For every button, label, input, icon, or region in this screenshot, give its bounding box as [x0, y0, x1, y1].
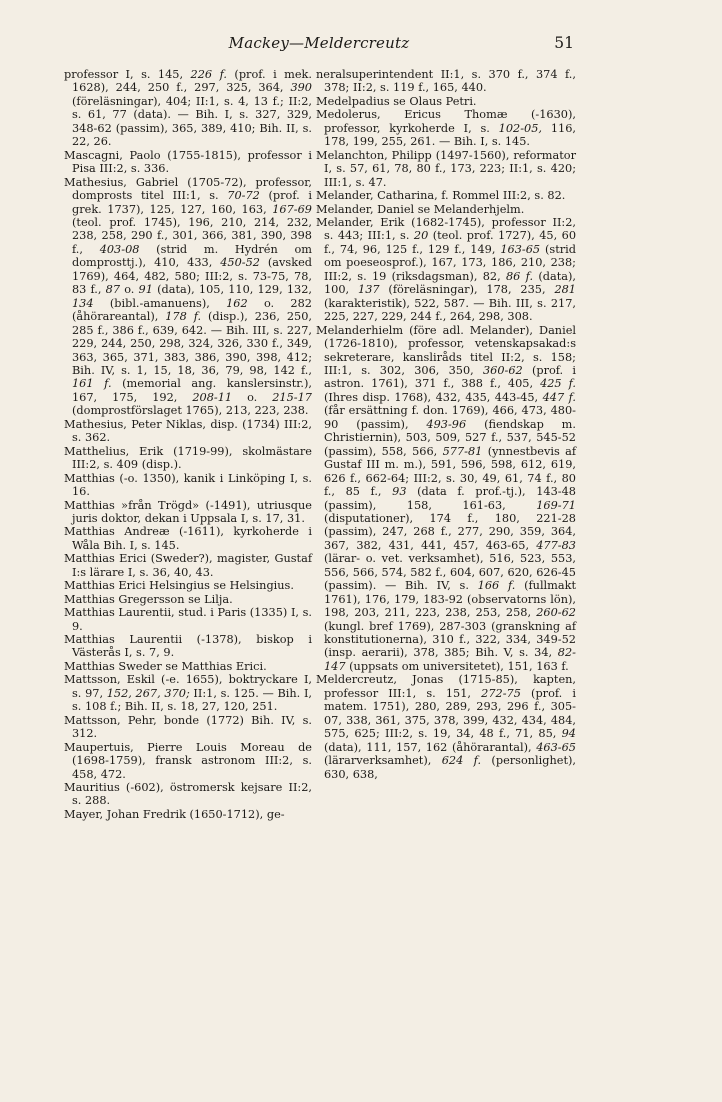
- entry-text-italic: 477-83: [536, 538, 576, 552]
- entry-text: Matthias (-o. 1350), kanik i Linköping I, s. 16.: [64, 471, 312, 499]
- entry-text-italic: 167-69: [272, 202, 312, 216]
- index-entry: [64, 176, 312, 418]
- entry-text: (memorial ang. kanslersinstr.), 167, 175, 192,: [72, 377, 312, 404]
- entry-text: (prof. i matem. 1751), 280, 289, 293, 296 f., 305-07, 338, 361, 375, 378, 399, 432, 434, 484, 575, 625; III:2, s. 19, 34, 48 f., 71, 85,: [324, 686, 576, 741]
- entry-text: Melander, Erik (1682-1745), professor II:2, s. 443; III:1, s.: [316, 215, 576, 243]
- entry-text: (data), 105, 110, 129, 132,: [152, 283, 312, 297]
- index-columns: [64, 68, 576, 1068]
- entry-text: (fullmakt 1761), 176, 179, 183-92 (observatorns lön), 198, 203, 211, 223, 238, 253, 258,: [324, 579, 577, 620]
- entry-text-italic: 93: [392, 485, 407, 499]
- entry-text: (disp.), 236, 250, 285 f., 386 f., 639, 642. — Bih. III, s. 227, 229, 244, 250, 298, 324, 326, 330 f., 349, 363, 365, 371, 383, 386, 390, 398, 412; Bih. IV, s. 1, 15, 18, 36, 79, 98, 142 f.,: [72, 310, 312, 377]
- index-entry: [64, 149, 312, 176]
- entry-text: (data), 100,: [324, 269, 576, 297]
- index-entry: [64, 714, 312, 741]
- entry-text: Mathesius, Gabriel (1705-72), professor, domprosts titel III:1, s.: [64, 175, 312, 203]
- index-entry: [64, 552, 312, 579]
- entry-text: Matthias »från Trögd» (-1491), utriusque juris doktor, dekan i Uppsala I, s. 17, 31.: [64, 498, 312, 525]
- entry-text: (föreläsningar), 404; II:1, s. 4, 13 f.; II:2, s. 61, 77 (data). — Bih. I, s. 327, 329, 348-62 (passim), 365, 389, 410; Bih. II, s. 22, 26.: [72, 94, 312, 149]
- index-entry: [64, 68, 312, 149]
- index-entry: [64, 472, 312, 499]
- entry-text: (Ihres disp. 1768), 432, 435, 443-45,: [324, 390, 543, 404]
- entry-text: Mathesius, Peter Niklas, disp. (1734) III:2, s. 362.: [64, 417, 312, 445]
- entry-text-italic: 447 f.: [542, 390, 576, 404]
- index-entry: [316, 324, 576, 674]
- entry-text: (prof. i grek. 1737), 125, 127, 160, 163,: [72, 189, 312, 216]
- entry-text-italic: 425 f.: [540, 377, 576, 391]
- entry-text: (fiendskap m. Christiernin), 503, 509, 527 f., 537, 545-52 (passim), 558, 566,: [324, 417, 576, 458]
- entry-text: Mattsson, Eskil (-e. 1655), boktryckare I, s. 97,: [64, 673, 312, 700]
- entry-text-italic: 450-52: [220, 256, 260, 270]
- entry-text: Matthias Laurentii (-1378), biskop i Västerås I, s. 7, 9.: [64, 633, 312, 660]
- entry-text: o.: [232, 390, 273, 404]
- entry-text-italic: 87: [105, 283, 121, 297]
- entry-text-italic: 102-05,: [498, 121, 543, 135]
- index-entry: [64, 781, 312, 808]
- entry-text: (uppsats om universitetet), 151, 163 f.: [345, 659, 569, 673]
- entry-text: Matthias Erici (Sweder?), magister, Gustaf I:s lärare I, s. 36, 40, 43.: [64, 552, 312, 579]
- entry-text: (domprostförslaget 1765), 213, 223, 238.: [72, 404, 309, 418]
- index-entry: [64, 633, 312, 660]
- index-entry: [64, 445, 312, 472]
- entry-text: o.: [120, 283, 139, 297]
- index-entry: [316, 95, 576, 108]
- entry-text-italic: 162: [226, 296, 248, 310]
- index-entry: [64, 593, 312, 606]
- entry-text: (får ersättning f. don. 1769), 466, 473, 480-90 (passim),: [324, 404, 576, 431]
- entry-text-italic: 152, 267, 370;: [106, 686, 190, 700]
- entry-text-italic: 463-65: [536, 740, 576, 754]
- entry-text: (lärarverksamhet),: [324, 754, 442, 768]
- entry-text: Mauritius (-602), östromersk kejsare II:2, s. 288.: [64, 781, 312, 808]
- entry-text: (teol. prof. 1745), 196, 210, 214, 232, 238, 258, 290 f., 301, 366, 381, 390, 398 f.,: [72, 215, 312, 256]
- index-entry: [316, 216, 576, 324]
- entry-text: (strid m. Hydrén om domprosttj.), 410, 433,: [72, 242, 312, 270]
- entry-text: (lärar- o. vet. verksamhet), 516, 523, 553, 556, 566, 574, 582 f., 604, 607, 620, 626-45 (passim). — Bih. IV, s.: [324, 552, 576, 593]
- entry-text: Melander, Daniel se Melanderhjelm.: [316, 202, 525, 216]
- entry-text-italic: 403-08: [99, 242, 140, 256]
- entry-text-italic: 82-147: [324, 646, 576, 673]
- index-entry: [316, 108, 576, 148]
- entry-text-italic: 94: [561, 727, 576, 741]
- entry-text: Medelpadius se Olaus Petri.: [316, 94, 477, 108]
- entry-text: II:1, s. 125. — Bih. I, s. 108 f.; Bih. II, s. 18, 27, 120, 251.: [72, 686, 312, 714]
- entry-text-italic: 137: [358, 283, 380, 297]
- entry-text-italic: 624 f.: [441, 754, 482, 768]
- page-header: [64, 34, 574, 56]
- entry-text-italic: 20: [413, 229, 429, 243]
- entry-text: Medolerus, Ericus Thomæ (-1630), professor, kyrkoherde I, s.: [316, 108, 576, 135]
- index-column-left: [64, 68, 312, 1068]
- entry-text: Melanderhielm (före adl. Melander), Daniel (1726-1810), professor, vetenskapsakad:s sekreterare, kansliråds titel II:2, s. 158; III:1, s. 302, 306, 350,: [316, 323, 576, 377]
- entry-text: (bibl.-amanuens),: [93, 296, 227, 310]
- entry-text: Mattsson, Pehr, bonde (1772) Bih. IV, s. 312.: [64, 713, 312, 741]
- entry-text: (data f. prof.-tj.), 143-48 (passim), 158, 161-63,: [324, 485, 576, 512]
- entry-text-italic: 226 f.: [190, 68, 227, 81]
- index-entry: [64, 606, 312, 633]
- index-entry: [64, 418, 312, 445]
- entry-text-italic: 215-17: [272, 390, 312, 404]
- entry-text-italic: 161 f.: [72, 377, 112, 391]
- entry-text-italic: 272-75: [481, 686, 521, 700]
- entry-text: Maupertuis, Pierre Louis Moreau de (1698-1759), fransk astronom III:2, s. 458, 472.: [64, 740, 312, 781]
- entry-text-italic: 70-72: [227, 189, 260, 203]
- entry-text-italic: 178 f.: [165, 310, 202, 324]
- index-entry: [64, 579, 312, 592]
- index-entry: [316, 68, 576, 95]
- entry-text-italic: 208-11: [192, 390, 233, 404]
- entry-text: Matthelius, Erik (1719-99), skolmästare III:2, s. 409 (disp.).: [64, 444, 312, 472]
- entry-text-italic: 169-71: [536, 498, 576, 512]
- entry-text: (avsked 1769), 464, 482, 580; III:2, s. 73-75, 78, 83 f.,: [72, 256, 312, 297]
- entry-text: (disputationer), 174 f., 180, 221-28 (passim), 247, 268 f., 277, 290, 359, 364, 367, 382, 431, 441, 457, 463-65,: [324, 511, 576, 552]
- entry-text: o. 282 (åhörareantal),: [72, 296, 312, 324]
- index-entry: [64, 525, 312, 552]
- entry-text: (strid om poeseosprof.), 167, 173, 186, 210, 238; III:2, s. 19 (riksdagsman), 82,: [324, 242, 576, 283]
- entry-text-italic: 260-62: [536, 606, 576, 620]
- entry-text: Mascagni, Paolo (1755-1815), professor i Pisa III:2, s. 336.: [64, 148, 312, 176]
- entry-text-italic: 493-96: [426, 417, 467, 431]
- index-entry: [316, 149, 576, 189]
- entry-text: Meldercreutz, Jonas (1715-85), kapten, professor III:1, s. 151,: [316, 673, 576, 700]
- page-number: 51: [554, 34, 574, 52]
- entry-text: Matthias Erici Helsingius se Helsingius.: [64, 579, 294, 593]
- entry-text: professor I, s. 145,: [64, 68, 191, 81]
- index-entry: [64, 673, 312, 713]
- entry-text: (prof. i astron. 1761), 371 f., 388 f., 405,: [324, 363, 576, 391]
- entry-text: (prof. i mek. 1628), 244, 250 f., 297, 325, 364,: [72, 68, 312, 95]
- entry-text: (data), 111, 157, 162 (åhörarantal),: [324, 740, 537, 754]
- index-entry: [316, 189, 576, 202]
- entry-text-italic: 91: [138, 283, 153, 297]
- index-entry: [316, 203, 576, 216]
- entry-text: (karakteristik), 522, 587. — Bih. III, s. 217, 225, 227, 229, 244 f., 264, 298, 308.: [324, 296, 576, 324]
- entry-text-italic: 134: [72, 296, 94, 310]
- entry-text: Matthias Andreæ (-1611), kyrkoherde i Wåla Bih. I, s. 145.: [64, 525, 312, 552]
- entry-text: Matthias Gregersson se Lilja.: [64, 592, 233, 606]
- entry-text-italic: 281: [554, 283, 576, 297]
- entry-text: (kungl. bref 1769), 287-303 (granskning af konstitutionerna), 310 f., 322, 334, 349-52 (insp. aerarii), 378, 385; Bih. V, s. 34,: [324, 619, 576, 660]
- entry-text-italic: 390: [290, 81, 312, 95]
- entry-text: (personlighet), 630, 638,: [324, 754, 576, 781]
- entry-text: (teol. prof. 1727), 45, 60 f., 74, 96, 125 f., 129 f., 149,: [324, 229, 577, 256]
- entry-text: neralsuperintendent II:1, s. 370 f., 374 f., 378; II:2, s. 119 f., 165, 440.: [316, 68, 576, 95]
- index-entry: [64, 808, 312, 821]
- entry-text: Melander, Catharina, f. Rommel III:2, s. 82.: [316, 189, 566, 203]
- index-entry: [64, 499, 312, 526]
- entry-text: (ynnestbevis af Gustaf III m. m.), 591, 596, 598, 612, 619, 626 f., 662-64; III:2, s. 30, 49, 61, 74 f., 80 f., 85 f.,: [324, 444, 577, 499]
- index-column-right: [316, 68, 576, 1068]
- index-entry: [316, 673, 576, 781]
- entry-text: Mayer, Johan Fredrik (1650-1712), ge-: [64, 807, 285, 821]
- entry-text-italic: 163-65: [500, 242, 541, 256]
- entry-text: Matthias Laurentii, stud. i Paris (1335) I, s. 9.: [64, 606, 312, 633]
- entry-text-italic: 577-81: [442, 444, 483, 458]
- entry-text: (föreläsningar), 178, 235,: [379, 283, 555, 297]
- entry-text-italic: 360-62: [482, 363, 523, 377]
- entry-text-italic: 86 f.: [506, 269, 534, 283]
- running-head: Mackey—Meldercreutz: [228, 34, 410, 52]
- entry-text: 116, 178, 199, 255, 261. — Bih. I, s. 145.: [324, 121, 576, 149]
- entry-text: Matthias Sweder se Matthias Erici.: [64, 659, 267, 673]
- index-entry: [64, 741, 312, 781]
- entry-text-italic: 166 f.: [477, 579, 516, 593]
- entry-text: Melanchton, Philipp (1497-1560), reformator I, s. 57, 61, 78, 80 f., 173, 223; II:1, s. 420; III:1, s. 47.: [316, 148, 576, 189]
- index-entry: [64, 660, 312, 673]
